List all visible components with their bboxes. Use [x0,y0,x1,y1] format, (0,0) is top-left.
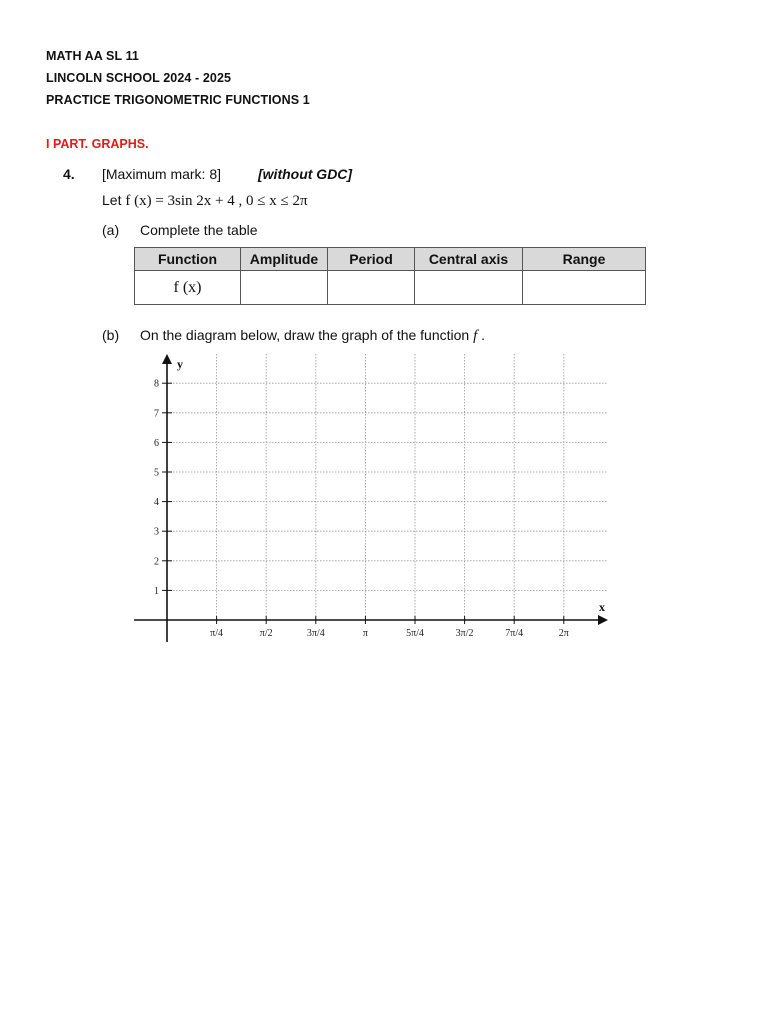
maximum-mark: [Maximum mark: 8] [102,166,222,182]
y-tick-label: 4 [154,497,159,509]
y-tick-label: 6 [154,437,159,449]
header-function: Function [135,248,241,271]
x-tick-label: π [362,628,368,639]
x-tick-label: 3π/2 [455,628,474,639]
school-year: LINCOLN SCHOOL 2024 - 2025 [46,71,232,85]
x-tick-label: 3π/4 [306,628,325,639]
y-tick-label: 7 [154,408,159,420]
x-tick-label: π/4 [210,628,224,639]
part-b-text: On the diagram below, draw the graph of the function [140,327,470,343]
part-a-label: (a) [102,222,120,238]
header-period: Period [328,248,415,271]
x-axis-arrow [598,615,608,625]
function-definition: f (x) = 3sin 2x + 4 , 0 ≤ x ≤ 2π [125,193,308,209]
y-axis-label: y [177,357,183,371]
x-tick-label: π/2 [259,628,273,639]
x-axis-label: x [599,600,605,614]
y-tick-label: 1 [154,585,159,597]
x-tick-label: 5π/4 [406,628,424,639]
question-number: 4. [63,166,75,182]
axes [134,354,608,642]
y-tick-label: 2 [154,556,159,568]
x-tick-label: 2π [558,628,569,639]
y-axis-arrow [162,354,172,364]
course-title: MATH AA SL 11 [46,49,139,63]
part-a-instruction: Complete the table [140,222,258,238]
part-b-label: (b) [102,327,120,343]
cell-function: f (x) [135,271,241,305]
let-prefix: Let [102,192,122,208]
worksheet-title: PRACTICE TRIGONOMETRIC FUNCTIONS 1 [46,93,310,107]
part-b-end: . [481,327,486,343]
header-range: Range [523,248,646,271]
y-tick-label: 8 [154,378,159,390]
section-title: I PART. GRAPHS. [46,137,149,151]
header-amplitude: Amplitude [241,248,328,271]
gdc-note: [without GDC] [258,166,353,182]
y-tick-label: 5 [154,467,159,479]
x-tick-label: 7π/4 [505,628,524,639]
function-symbol: f [473,328,478,344]
grid-lines [167,354,607,620]
y-tick-label: 3 [154,526,159,538]
header-central-axis: Central axis [415,248,523,271]
